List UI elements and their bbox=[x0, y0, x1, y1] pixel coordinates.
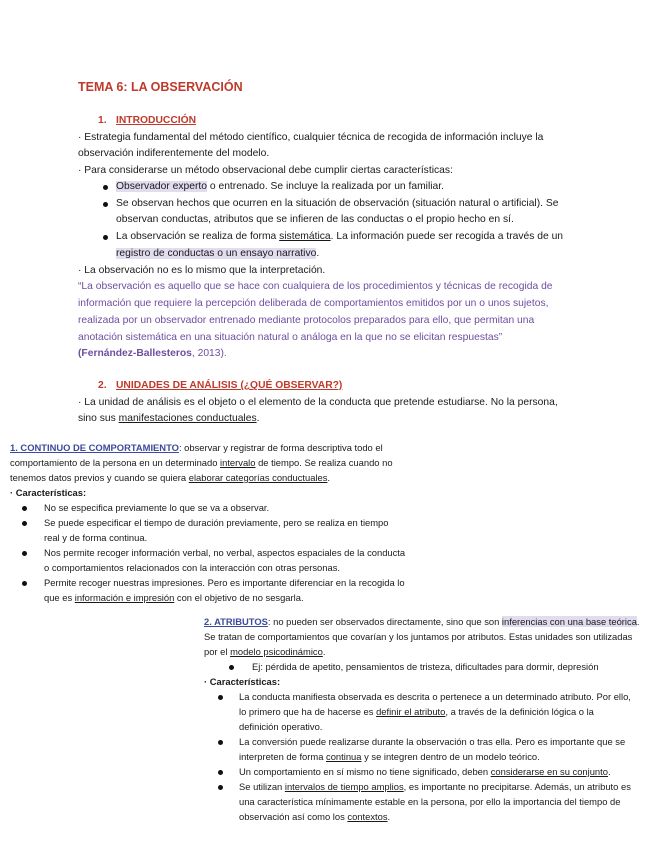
continuo-bullet-3a: Nos permite recoger información verbal, no verbal, aspectos espaciales de la conducta bbox=[44, 547, 406, 558]
atributos-b4a-post: , es importante no precipitarse. Además, un atributo es bbox=[403, 781, 631, 792]
page-title: TEMA 6: LA OBSERVACIÓN bbox=[78, 80, 243, 94]
citation-year: , 2013). bbox=[191, 348, 227, 359]
continuo-b4b-post: con el objetivo de no sesgarla. bbox=[174, 592, 304, 603]
bullet-icon bbox=[103, 185, 108, 190]
highlight-registro: registro de conductas o un ensayo narrativo bbox=[116, 248, 317, 259]
atributos-bullet-1c: definición operativo. bbox=[239, 721, 323, 732]
atributos-example: Ej: pérdida de apetito, pensamientos de tristeza, dificultades para dormir, depresión bbox=[252, 661, 599, 672]
continuo-heading: 1. CONTINUO DE COMPORTAMIENTO bbox=[10, 442, 179, 453]
bullet-icon bbox=[103, 202, 108, 207]
bullet-icon bbox=[218, 740, 223, 745]
bullet-icon bbox=[22, 581, 27, 586]
highlight-observador-experto: Observador experto bbox=[116, 181, 208, 192]
underline-contextos: contextos bbox=[347, 811, 388, 822]
continuo-heading-rest: : observar y registrar de forma descriptiva todo el bbox=[178, 442, 383, 453]
quote-line-3: realizada por un observador entrenado mediante protocolos preparados para ello, que permitan una bbox=[78, 315, 535, 326]
continuo-bullet-2a: Se puede especificar el tiempo de duración previamente, pero se realiza en tiempo bbox=[44, 517, 389, 528]
underline-continua: continua bbox=[326, 751, 362, 762]
section-1-heading: INTRODUCCIÓN bbox=[116, 115, 197, 126]
underline-elaborar: elaborar categorías conductuales bbox=[188, 472, 328, 483]
continuo-bullet-3b: o comportamientos relacionados con la interacción con otras personas. bbox=[44, 562, 340, 573]
atributos-b4c-pre: observación así como los bbox=[239, 811, 348, 822]
continuo-bullet-2b: real y de forma continua. bbox=[44, 532, 148, 543]
intro-bullet-2b: observan conductas, atributos que se infieren de las conductas o el propio hecho en sí. bbox=[116, 214, 514, 225]
atributos-characteristics-label: · Características: bbox=[204, 676, 281, 687]
quote-line-4: anotación sistemática en una situación natural o análoga en la que no se elicitan respuestas” bbox=[78, 332, 503, 343]
underline-considerarse: considerarse en su conjunto bbox=[490, 766, 608, 777]
bullet-1-rest: o entrenado. Se incluye la realizada por un familiar. bbox=[207, 181, 444, 192]
atributos-b1b-pre: lo primero que ha de hacerse es bbox=[239, 706, 377, 717]
atributos-bullet-2b bbox=[239, 749, 540, 764]
continuo-characteristics-label: · Características: bbox=[10, 487, 87, 498]
atributos-bullet-4a bbox=[239, 779, 631, 794]
atributos-b4a-pre: Se utilizan bbox=[239, 781, 285, 792]
atributos-b3-post: . bbox=[607, 766, 611, 777]
intro-paragraph-2: · Para considerarse un método observacional debe cumplir ciertas características: bbox=[78, 165, 453, 176]
bullet-icon bbox=[22, 521, 27, 526]
atributos-b2b-pre: interpreten de forma bbox=[239, 751, 327, 762]
atributos-line-2: Se tratan de comportamientos que covarían y los juntamos por atributos. Estas unidades son utilizadas bbox=[204, 631, 633, 642]
atributos-bullet-2a: La conversión puede realizarse durante la observación o tras ella. Pero es importante que se bbox=[239, 736, 626, 747]
bullet-icon bbox=[22, 551, 27, 556]
atributos-bullet-4b: una característica mínimamente estable en la persona, por ello la importancia del tiempo de bbox=[239, 796, 621, 807]
continuo-l2-post: de tiempo. Se realiza cuando no bbox=[255, 457, 393, 468]
continuo-bullet-4a: Permite recoger nuestras impresiones. Pero es importante diferenciar en la recogida lo bbox=[44, 577, 405, 588]
continuo-l2-pre: comportamiento de la persona en un determinado bbox=[10, 457, 221, 468]
atributos-l3-post: . bbox=[322, 646, 326, 657]
atributos-bullet-4c bbox=[239, 809, 390, 824]
bullet-3b-post: . bbox=[316, 248, 320, 259]
atributos-b2b-post: y se integren dentro de un modelo teórico. bbox=[361, 751, 540, 762]
continuo-l3-post: . bbox=[327, 472, 331, 483]
intro-bullet-3b bbox=[116, 246, 319, 262]
atributos-bullet-1b bbox=[239, 704, 594, 719]
underline-modelo: modelo psicodinámico bbox=[230, 646, 323, 657]
continuo-l3-pre: tenemos datos previos y cuando se quiera bbox=[10, 472, 189, 483]
atributos-bullet-1a: La conducta manifiesta observada es descrita o pertenece a un determinado atributo. Por ello, bbox=[239, 691, 631, 702]
bullet-icon bbox=[103, 235, 108, 240]
bullet-icon bbox=[218, 770, 223, 775]
intro-paragraph-1a: · Estrategia fundamental del método científico, cualquier técnica de recogida de información incluye la bbox=[78, 132, 544, 143]
quote-line-1: “La observación es aquello que se hace con cualquiera de los procedimientos y técnicas de recogida de bbox=[78, 281, 553, 292]
atributos-heading: 2. ATRIBUTOS bbox=[204, 616, 268, 627]
continuo-line-2 bbox=[10, 455, 393, 470]
bullet-3-post: . La información puede ser recogida a través de un bbox=[330, 231, 564, 242]
quote-citation bbox=[78, 346, 227, 362]
atributos-bullet-3 bbox=[239, 764, 611, 779]
underline-definir: definir el atributo bbox=[376, 706, 446, 717]
intro-bullet-2a: Se observan hechos que ocurren en la situación de observación (situación natural o artificial). Se bbox=[116, 198, 559, 209]
units-p2-pre: sino sus bbox=[78, 413, 119, 424]
citation-author: (Fernández-Ballesteros bbox=[78, 348, 192, 359]
continuo-heading-line bbox=[10, 440, 383, 455]
bullet-icon bbox=[218, 695, 223, 700]
section-2-number: 2. bbox=[98, 380, 107, 391]
units-p2-post: . bbox=[256, 413, 260, 424]
continuo-b4b-pre: que es bbox=[44, 592, 75, 603]
units-paragraph-2 bbox=[78, 411, 259, 427]
bullet-icon bbox=[22, 506, 27, 511]
section-2-heading: UNIDADES DE ANÁLISIS (¿QUÉ OBSERVAR?) bbox=[116, 380, 343, 391]
underline-intervalo: intervalo bbox=[220, 457, 256, 468]
intro-bullet-1 bbox=[116, 179, 444, 195]
bullet-3-pre: La observación se realiza de forma bbox=[116, 231, 280, 242]
bullet-icon bbox=[229, 665, 234, 670]
atributos-b3-pre: Un comportamiento en sí mismo no tiene significado, deben bbox=[239, 766, 491, 777]
atributos-line-3 bbox=[204, 644, 325, 659]
continuo-line-3 bbox=[10, 470, 330, 485]
continuo-bullet-1: No se especifica previamente lo que se va a observar. bbox=[44, 502, 270, 513]
underline-manifestaciones: manifestaciones conductuales bbox=[118, 413, 257, 424]
continuo-bullet-4b bbox=[44, 590, 304, 605]
atributos-b4c-post: . bbox=[387, 811, 391, 822]
section-1-number: 1. bbox=[98, 115, 107, 126]
units-paragraph-1: · La unidad de análisis es el objeto o el elemento de la conducta que pretende estudiarse. No la persona, bbox=[78, 397, 558, 408]
underline-intervalos: intervalos de tiempo amplios bbox=[284, 781, 404, 792]
underline-informacion: información e impresión bbox=[74, 592, 175, 603]
highlight-inferencias: inferencias con una base teórica bbox=[501, 616, 637, 627]
quote-line-2: información que requiere la percepción deliberada de comportamientos emitidos por un o unos sujetos, bbox=[78, 298, 549, 309]
intro-paragraph-3: · La observación no es lo mismo que la interpretación. bbox=[78, 265, 326, 276]
intro-paragraph-1b: observación indiferentemente del modelo. bbox=[78, 148, 270, 159]
atributos-heading-end: . bbox=[636, 616, 640, 627]
atributos-heading-rest: : no pueden ser observados directamente, sino que son bbox=[267, 616, 502, 627]
underline-sistematica: sistemática bbox=[279, 231, 331, 242]
atributos-l3-pre: por el bbox=[204, 646, 231, 657]
bullet-icon bbox=[218, 785, 223, 790]
intro-bullet-3a bbox=[116, 229, 563, 245]
atributos-b1b-post: , a través de la definición lógica o la bbox=[445, 706, 594, 717]
atributos-heading-line bbox=[204, 614, 640, 629]
